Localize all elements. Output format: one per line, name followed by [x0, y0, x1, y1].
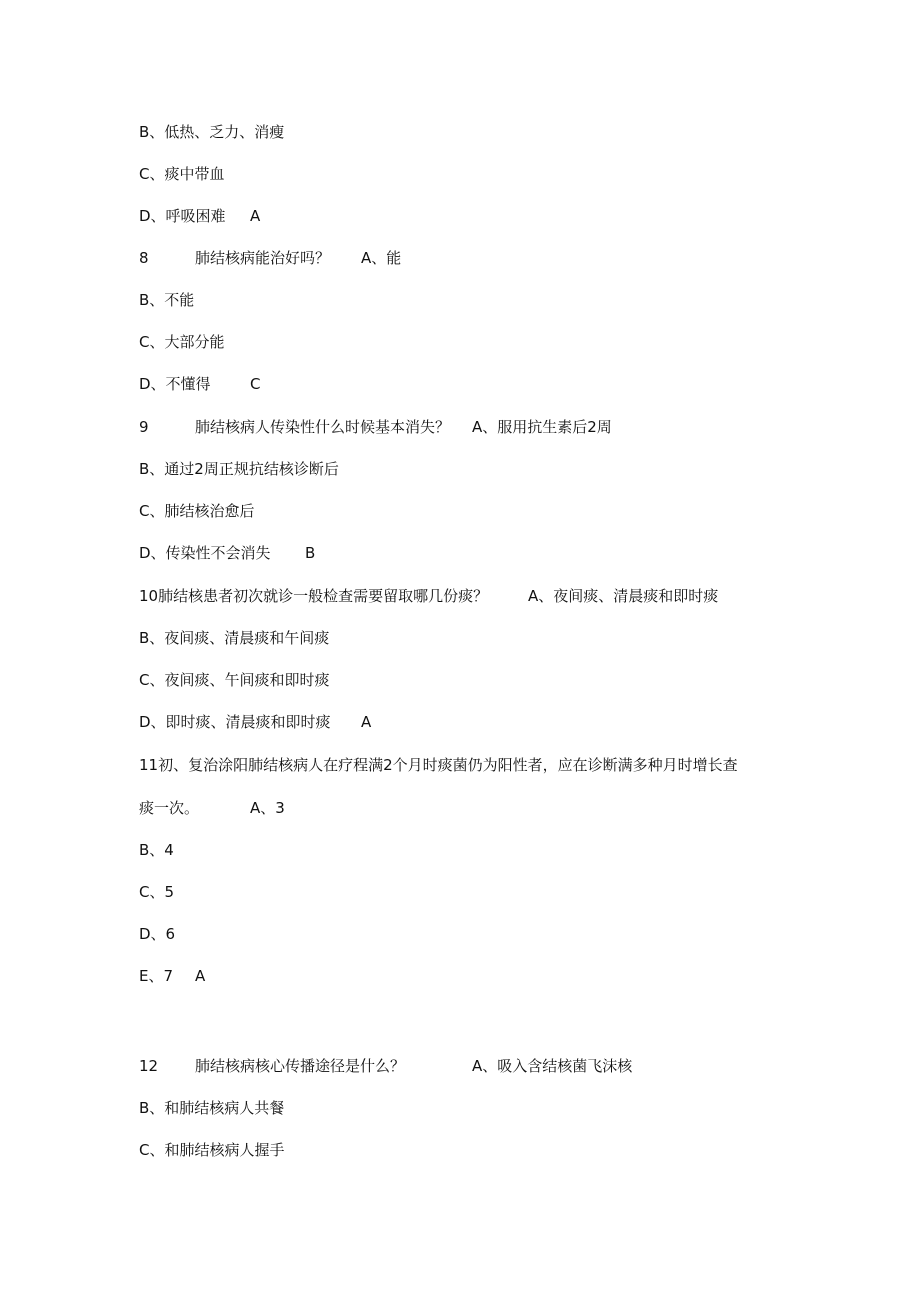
option-text: C、大部分能 — [139, 333, 225, 351]
option-text: D、传染性不会消失 — [139, 544, 271, 562]
option-text: D、呼吸困难 — [139, 207, 226, 225]
question-text: 10肺结核患者初次就诊一般检查需要留取哪几份痰？ — [139, 587, 489, 605]
option-text: D、即时痰、清晨痰和即时痰 — [139, 713, 331, 731]
option-text: B、低热、乏力、消瘦 — [139, 123, 285, 141]
option-text: E、7 — [139, 967, 174, 985]
option-text: A、夜间痰、清晨痰和即时痰 — [528, 587, 719, 605]
option-text: B、和肺结核病人共餐 — [139, 1099, 285, 1117]
question-number: 8 — [139, 249, 149, 267]
answer-key: A — [361, 713, 372, 731]
option-text: B、不能 — [139, 291, 195, 309]
option-text: B、夜间痰、清晨痰和午间痰 — [139, 629, 330, 647]
question-text: 肺结核病核心传播途径是什么？ — [195, 1057, 406, 1075]
option-text: C、夜间痰、午间痰和即时痰 — [139, 671, 330, 689]
answer-key: C — [250, 375, 261, 393]
answer-key: B — [305, 544, 316, 562]
question-text: 肺结核病能治好吗？ — [195, 249, 331, 267]
option-text: D、不懂得 — [139, 375, 211, 393]
question-text: 痰一次。 — [139, 799, 200, 817]
option-text: A、吸入含结核菌飞沫核 — [472, 1057, 633, 1075]
answer-key: A — [250, 207, 261, 225]
question-number: 9 — [139, 418, 149, 436]
option-text: C、肺结核治愈后 — [139, 502, 255, 520]
option-text: C、5 — [139, 883, 175, 901]
question-text: 11初、复治涂阳肺结核病人在疗程满2个月时痰菌仍为阳性者，应在诊断满多种月时增长查 — [139, 756, 738, 774]
option-text: B、通过2周正规抗结核诊断后 — [139, 460, 339, 478]
option-text: C、和肺结核病人握手 — [139, 1141, 285, 1159]
option-text: D、6 — [139, 925, 176, 943]
question-number: 12 — [139, 1057, 159, 1075]
option-text: A、服用抗生素后2周 — [472, 418, 612, 436]
answer-key: A — [195, 967, 206, 985]
question-text: 肺结核病人传染性什么时候基本消失？ — [195, 418, 451, 436]
option-text: B、4 — [139, 841, 174, 859]
option-text: C、痰中带血 — [139, 165, 225, 183]
option-text: A、能 — [361, 249, 402, 267]
option-text: A、3 — [250, 799, 285, 817]
